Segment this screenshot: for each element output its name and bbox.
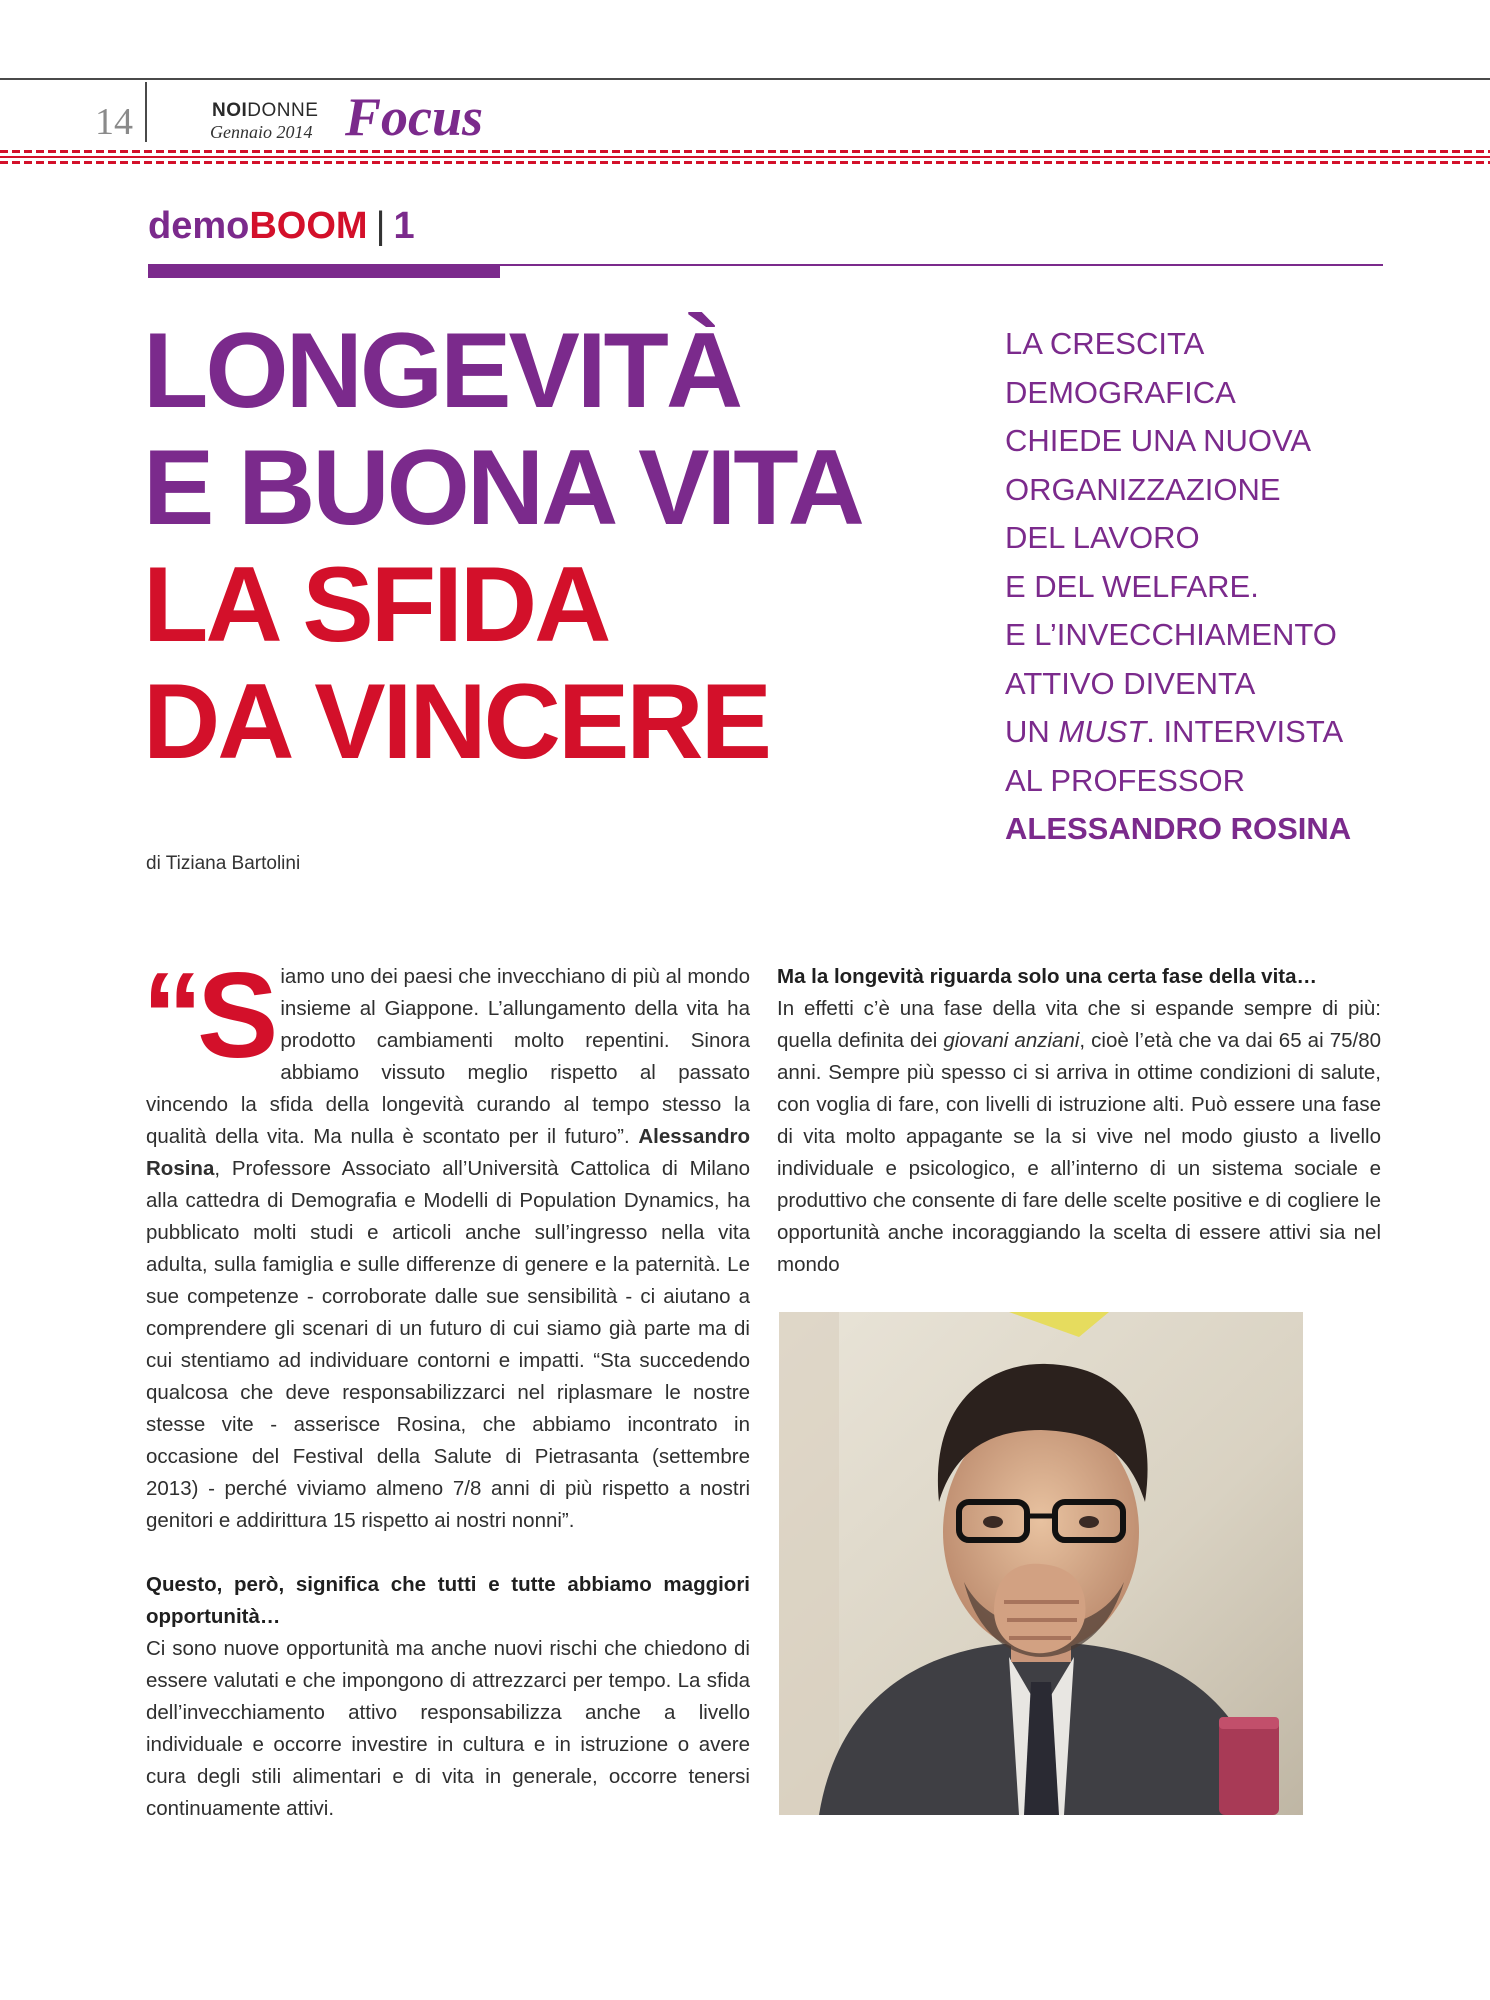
standfirst-line: DEL LAVORO — [1005, 520, 1200, 555]
headline-line-4: DA VINCERE — [143, 661, 769, 781]
standfirst-line: AL PROFESSOR — [1005, 762, 1246, 798]
portrait-illustration — [779, 1312, 1303, 1815]
article-column-right — [777, 961, 1381, 1281]
question-2: Ma la longevità riguarda solo una certa fase della vita… — [777, 965, 1318, 988]
portrait-photo — [779, 1312, 1303, 1815]
page-number: 14 — [95, 101, 133, 143]
headline-line-1: LONGEVITÀ — [143, 310, 741, 430]
byline: di Tiziana Bartolini — [146, 853, 301, 874]
kicker — [148, 205, 415, 248]
standfirst-line: ORGANIZZAZIONE — [1005, 471, 1281, 507]
article-column-left — [142, 947, 750, 1825]
intro-text-a: iamo uno dei paesi che invecchiano di più al mondo insieme al Giappone. L’allungamento della vita ha prodotto cambiamenti molto repentini. Sinora abbiamo vissuto meglio rispetto al passato vincendo la sfida della longevità curando al tempo stesso la qualità della vita. Ma nulla è scontato per il futuro”. — [146, 965, 750, 1148]
intro-paragraph — [142, 947, 750, 1537]
kicker-boom: BOOM — [249, 205, 368, 247]
standfirst-line: CHIEDE UNA NUOVA — [1005, 423, 1312, 458]
kicker-separator: | — [375, 205, 386, 247]
answer-2-b: , cioè l’età che va dai 65 ai 75/80 anni. Sempre più spesso ci si arriva in ottime condizioni di salute, con voglia di fare, con livelli di istruzione alti. Può essere una fase di vita molto appagante se la si vive nel modo giusto a livello individuale e psicologico, e all’interno di un sistema sociale e produttivo che consente di fare delle scelte positive e di cogliere le opportunità anche incoraggiando la scelta di essere attivi sia nel mondo — [777, 1029, 1381, 1276]
headline-line-3: LA SFIDA — [143, 544, 609, 664]
drop-cap: “S — [142, 947, 273, 1083]
interviewee-name: ALESSANDRO ROSINA — [1005, 811, 1352, 846]
kicker-rule-accent — [148, 264, 500, 278]
standfirst-line: DEMOGRAFICA — [1005, 374, 1236, 410]
standfirst-line: ATTIVO DIVENTA — [1005, 665, 1256, 701]
answer-2-em: giovani anziani — [943, 1029, 1080, 1052]
answer-1: Ci sono nuove opportunità ma anche nuovi rischi che chiedono di essere valutati e che impongono di attrezzarci per tempo. La sfida dell’invecchiamento attivo responsabilizza anche a livello individuale e occorre investire in cultura e in istruzione o avere cura degli stili alimentari e di vita in generale, occorre tenersi continuamente attivi. — [146, 1637, 750, 1820]
issue-date: Gennaio 2014 — [210, 122, 313, 142]
standfirst-line: LA CRESCITA — [1005, 326, 1205, 361]
answer-2 — [777, 993, 1381, 1281]
standfirst-line: E DEL WELFARE. — [1005, 568, 1259, 604]
standfirst — [1005, 320, 1425, 854]
intro-name: Alessandro Rosina — [146, 1125, 750, 1180]
headline-line-2: E BUONA VITA — [143, 427, 862, 547]
magazine-name-bold: NOI — [212, 100, 248, 121]
standfirst-un: UN — [1005, 714, 1059, 749]
decorative-dashed-band — [0, 150, 1490, 164]
magazine-name — [212, 100, 318, 122]
top-rule — [0, 78, 1490, 80]
standfirst-line: E L’INVECCHIAMENTO — [1005, 617, 1337, 652]
section-title: Focus — [345, 87, 484, 147]
magazine-name-rest: DONNE — [247, 100, 319, 121]
answer-2-a: In effetti c’è una fase della vita che si espande sempre di più: quella definita dei — [777, 997, 1381, 1052]
intro-text-b: , Professore Associato all’Università Cattolica di Milano alla cattedra di Demografia e Modelli di Population Dynamics, ha pubblicato molti studi e articoli anche sull’ingresso nella vita adulta, sulla famiglia e sulle differenze di genere e la paternità. Le sue competenze - corroborate dalle sue sensibilità - ci aiutano a comprendere gli scenari di un futuro di cui siamo già parte ma di cui stentiamo ad individuare contorni e impatti. “Sta succedendo qualcosa che deve responsabilizzarci nel riplasmare le nostre stesse vite - asserisce Rosina, che abbiamo incontrato in occasione del Festival della Salute di Pietrasanta (settembre 2013) - perché viviamo almeno 7/8 anni di più rispetto a nostri genitori e addirittura 15 rispetto ai nostri nonni”. — [146, 1157, 750, 1532]
kicker-demo: demo — [148, 205, 250, 247]
standfirst-line — [1005, 708, 1425, 757]
question-1: Questo, però, significa che tutti e tutte abbiamo maggiori opportunità… — [146, 1573, 750, 1628]
kicker-number: 1 — [393, 205, 415, 247]
paragraph-gap — [146, 1537, 750, 1569]
header-separator — [145, 82, 147, 142]
headline — [143, 312, 862, 780]
standfirst-intervista: . INTERVISTA — [1146, 714, 1344, 749]
standfirst-must: MUST — [1058, 714, 1147, 749]
